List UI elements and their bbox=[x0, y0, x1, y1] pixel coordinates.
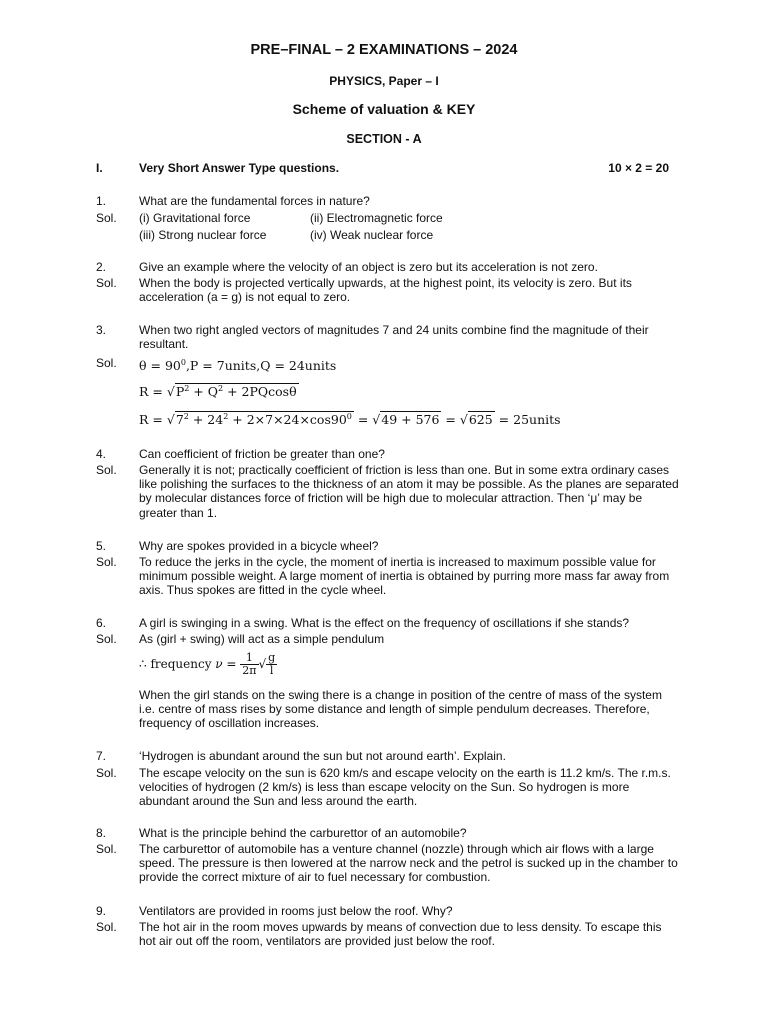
exam-title: PRE–FINAL – 2 EXAMINATIONS – 2024 bbox=[250, 42, 518, 58]
sol-label: Sol. bbox=[96, 920, 117, 934]
sol-label: Sol. bbox=[96, 463, 117, 477]
question-number: 9. bbox=[96, 904, 107, 918]
sol-item: (iii) Strong nuclear force bbox=[139, 228, 267, 242]
question-text: What is the principle behind the carburettor of an automobile? bbox=[139, 826, 467, 840]
sol-text: The escape velocity on the sun is 620 km/s and escape velocity on the earth is 11.2 km/s. The r.m.s. velocities of hydrogen (2 km/s) is less than escape velocity on the Sun. So hydrogen is more abundant around the Sun and less around the earth. bbox=[139, 766, 671, 809]
frequency-formula: ∴ frequency ν = $\frac{1}{2\pi}$ √ $\frac{g}{l}$ bbox=[139, 651, 276, 677]
sol-item: (i) Gravitational force bbox=[139, 211, 251, 225]
question-number: 7. bbox=[96, 749, 107, 763]
sol-label: Sol. bbox=[96, 632, 117, 646]
question-number: 8. bbox=[96, 826, 107, 840]
question-text: What are the fundamental forces in nature? bbox=[139, 194, 370, 208]
question-text: When two right angled vectors of magnitudes 7 and 24 units combine find the magnitude of their resultant. bbox=[139, 323, 649, 352]
resultant-formula: $R = √P^2 + Q^2 + 2PQcos\theta$ bbox=[139, 384, 297, 400]
question-number: 5. bbox=[96, 539, 107, 553]
sol-text: When the girl stands on the swing there is a change in position of the centre of mass of the system i.e. centre of mass rises by some distance and length of simple pendulum decreases. Therefore, frequency of oscillation increases. bbox=[139, 688, 662, 731]
sol-text: When the body is projected vertically upwards, at the highest point, its velocity is zero. But its acceleration (a = g) is not equal to zero. bbox=[139, 276, 632, 305]
sol-label: Sol. bbox=[96, 211, 117, 225]
question-text: ‘Hydrogen is abundant around the sun but not around earth’. Explain. bbox=[139, 749, 506, 763]
sol-text: The hot air in the room moves upwards by means of convection due to less density. To escape this hot air out off the room, ventilators are provided just below the roof. bbox=[139, 920, 662, 949]
question-number: 2. bbox=[96, 260, 107, 274]
part-number: I. bbox=[96, 161, 103, 175]
part-title: Very Short Answer Type questions. bbox=[139, 161, 340, 175]
sol-text: As (girl + swing) will act as a simple pendulum bbox=[139, 632, 385, 646]
sol-text: The carburettor of automobile has a venture channel (nozzle) through which air flows with a large speed. The pressure is then lowered at the narrow neck and the petrol is sucked up in the chamber to provide the correct mixture of air to fuel necessary for combustion. bbox=[139, 842, 678, 885]
sol-label: Sol. bbox=[96, 555, 117, 569]
sol-item: (iv) Weak nuclear force bbox=[310, 228, 434, 242]
question-text: Ventilators are provided in rooms just below the roof. Why? bbox=[139, 904, 453, 918]
sol-label: Sol. bbox=[96, 356, 117, 370]
scheme-title: Scheme of valuation & KEY bbox=[292, 101, 476, 117]
sol-label: Sol. bbox=[96, 842, 117, 856]
sol-item: (ii) Electromagnetic force bbox=[310, 211, 443, 225]
question-number: 1. bbox=[96, 194, 107, 208]
sol-label: Sol. bbox=[96, 766, 117, 780]
section-title: SECTION - A bbox=[346, 132, 422, 146]
part-marks: 10 × 2 = 20 bbox=[608, 161, 669, 175]
resultant-calculation: $R = √7^2 + 24^2 + 2\times 7\times 24\times\cos 90^0 = √49 + 576 = √625$ = 25units bbox=[139, 412, 561, 428]
question-text: Can coefficient of friction be greater than one? bbox=[139, 447, 385, 461]
given-values: $\theta = 90^0,P$ = 7units,Q = 24units bbox=[139, 358, 337, 374]
question-number: 6. bbox=[96, 616, 107, 630]
paper-subject: PHYSICS, Paper – I bbox=[329, 74, 439, 88]
question-text: Why are spokes provided in a bicycle wheel? bbox=[139, 539, 379, 553]
question-text: Give an example where the velocity of an object is zero but its acceleration is not zero. bbox=[139, 260, 598, 274]
sol-text: To reduce the jerks in the cycle, the moment of inertia is increased to maximum possible value for minimum possible weight. A large moment of inertia is obtained by purring more mass far away from axis. Thus spokes are fitted in the cycle wheel. bbox=[139, 555, 670, 598]
sol-label: Sol. bbox=[96, 276, 117, 290]
question-number: 3. bbox=[96, 323, 107, 337]
sol-text: Generally it is not; practically coefficient of friction is less than one. But in some extra ordinary cases like polishing the surfaces to the thickness of an atom it may be possible. As the planes are separated by molecular distances force of friction will be high due to molecular attraction. Then ‘μ’ may be greater than 1. bbox=[139, 463, 679, 520]
question-text: A girl is swinging in a swing. What is the effect on the frequency of oscillations if she stands? bbox=[139, 616, 630, 630]
question-number: 4. bbox=[96, 447, 107, 461]
